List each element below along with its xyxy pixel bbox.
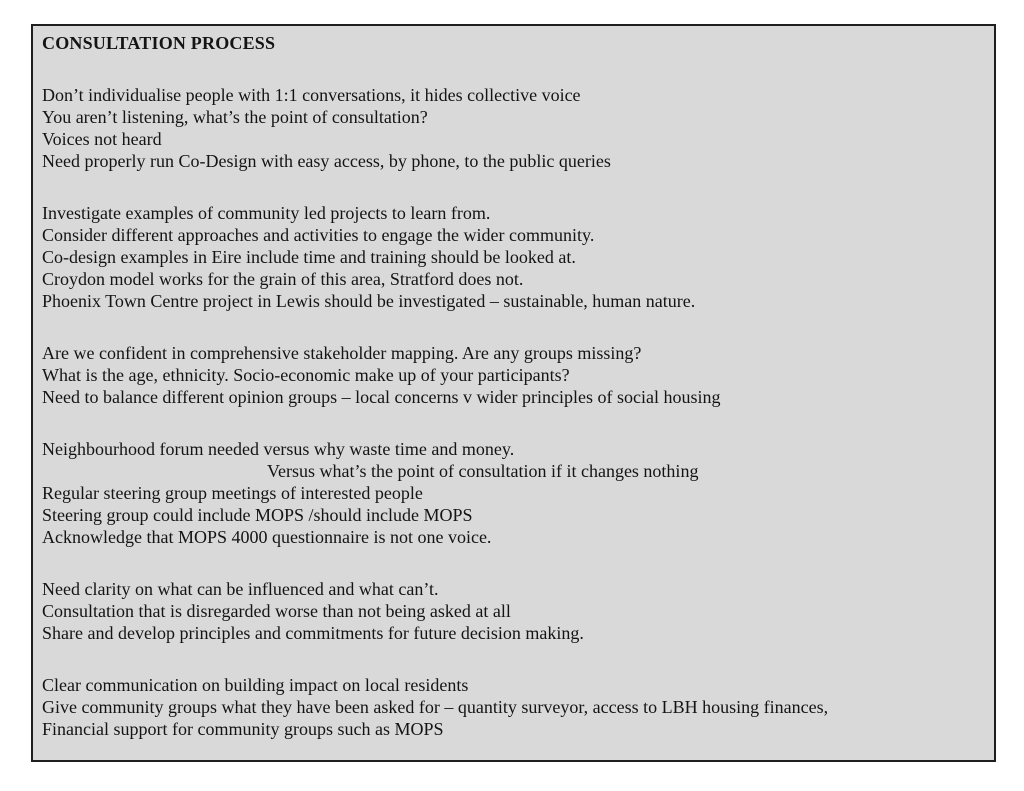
text-line: Clear communication on building impact on local residents <box>42 675 469 695</box>
paragraph <box>42 674 984 740</box>
text-line: Acknowledge that MOPS 4000 questionnaire is not one voice. <box>42 527 492 547</box>
text-line: Financial support for community groups such as MOPS <box>42 719 444 739</box>
text-line: Co-design examples in Eire include time and training should be looked at. <box>42 247 576 267</box>
text-line: Need clarity on what can be influenced and what can’t. <box>42 579 439 599</box>
text-line: Regular steering group meetings of interested people <box>42 483 423 503</box>
text-line: Need properly run Co-Design with easy access, by phone, to the public queries <box>42 151 611 171</box>
text-line: Versus what’s the point of consultation if it changes nothing <box>267 461 699 481</box>
text-line: Share and develop principles and commitments for future decision making. <box>42 623 584 643</box>
text-line: Consultation that is disregarded worse than not being asked at all <box>42 601 511 621</box>
text-line: Don’t individualise people with 1:1 conversations, it hides collective voice <box>42 85 581 105</box>
text-line: Investigate examples of community led projects to learn from. <box>42 203 491 223</box>
text-line: Give community groups what they have been asked for – quantity surveyor, access to LBH housing finances, <box>42 697 829 717</box>
paragraph <box>42 578 984 644</box>
text-line: Voices not heard <box>42 129 162 149</box>
text-line: Phoenix Town Centre project in Lewis should be investigated – sustainable, human nature. <box>42 291 696 311</box>
document-title: CONSULTATION PROCESS <box>42 33 276 53</box>
paragraph-container <box>42 84 984 740</box>
text-line: Consider different approaches and activities to engage the wider community. <box>42 225 595 245</box>
paragraph <box>42 438 984 548</box>
text-line: You aren’t listening, what’s the point of consultation? <box>42 107 428 127</box>
paragraph <box>42 202 984 312</box>
consultation-process-box <box>31 24 996 762</box>
text-line: Croydon model works for the grain of this area, Stratford does not. <box>42 269 524 289</box>
text-line: Steering group could include MOPS /should include MOPS <box>42 505 473 525</box>
text-line: Are we confident in comprehensive stakeholder mapping. Are any groups missing? <box>42 343 642 363</box>
text-line: What is the age, ethnicity. Socio-economic make up of your participants? <box>42 365 570 385</box>
text-line: Neighbourhood forum needed versus why waste time and money. <box>42 439 515 459</box>
text-line: Need to balance different opinion groups – local concerns v wider principles of social housing <box>42 387 721 407</box>
paragraph <box>42 84 984 172</box>
paragraph <box>42 342 984 408</box>
